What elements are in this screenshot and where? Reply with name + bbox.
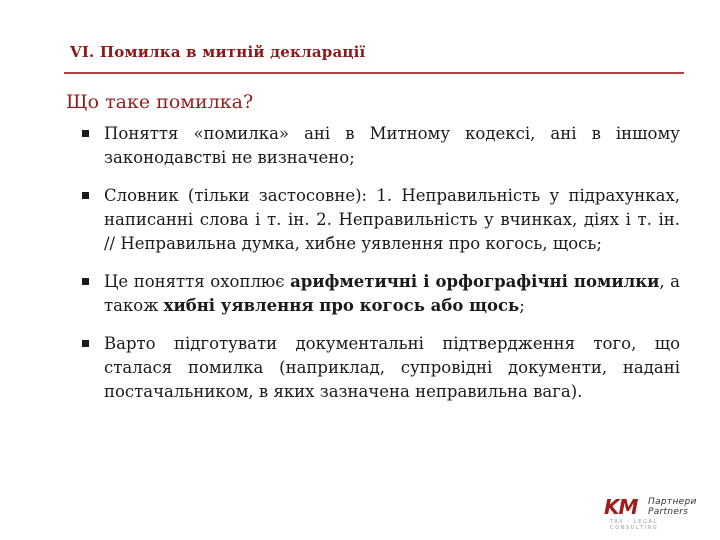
logo-mark: KM: [604, 495, 638, 519]
logo-line-1: Партнери: [648, 497, 697, 507]
bullet-item: [80, 122, 680, 170]
logo-line-2: Partners: [648, 507, 689, 517]
bullet-text-bold: арифметичні і орфографічні помилки: [290, 272, 660, 291]
square-bullet-icon: [82, 278, 89, 285]
bullet-text-part: , а також: [104, 272, 681, 315]
bullet-item: [80, 270, 680, 318]
bullet-text: Поняття «помилка» ані в Митному кодексі, ані в іншому законодавстві не визначено;: [104, 124, 680, 167]
square-bullet-icon: [82, 130, 89, 137]
bullet-text: Словник (тільки застосовне): 1. Неправильність у підрахунках, написанні слова і т. ін. 2. Неправильність у вчинках, діях і т. ін. // Неправильна думка, хибне уявлення про когось, щось;: [104, 186, 680, 253]
square-bullet-icon: [82, 192, 89, 199]
bullet-item: [80, 332, 680, 404]
square-bullet-icon: [82, 340, 89, 347]
header-divider: [64, 72, 684, 74]
company-logo: [604, 495, 708, 530]
bullet-text-part: ;: [519, 296, 525, 315]
logo-tagline: TAX · LEGAL · CONSULTING: [610, 519, 665, 531]
slide-header-title: VI. Помилка в митній декларації: [70, 43, 366, 61]
section-title: Що таке помилка?: [66, 91, 254, 113]
bullet-list: [80, 122, 680, 418]
bullet-text-bold: хибні уявлення про когось або щось: [163, 296, 520, 315]
bullet-text: Варто підготувати документальні підтвердження того, що сталася помилка (наприклад, супровідні документи, надані постачальником, в яких зазначена неправильна вага).: [104, 334, 680, 401]
bullet-item: [80, 184, 680, 256]
bullet-text-part: Це поняття охоплює: [104, 272, 291, 291]
